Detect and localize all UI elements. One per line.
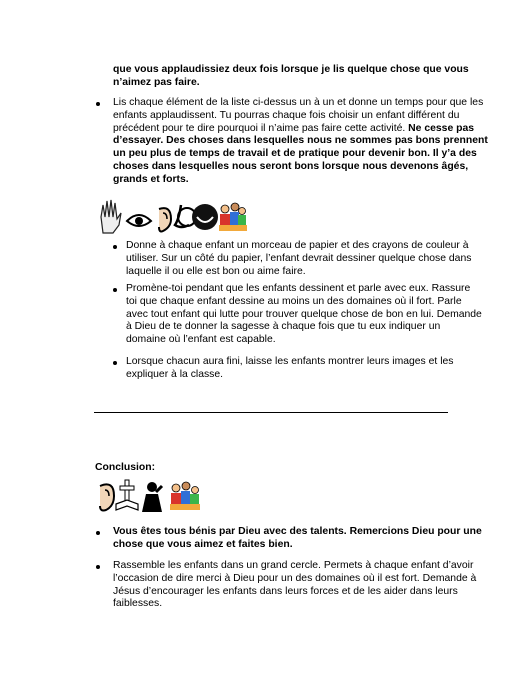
bullet — [96, 102, 100, 106]
conclusion-icons — [96, 478, 206, 514]
eye-icon — [127, 215, 151, 226]
instruction-text: Lis chaque élément de la liste ci-dessus un à un et donne un temps pour que les enfants applaudissent. Tu pourras chaque fois choisir un enfant différent du précédent pour te dire pourquoi il n’aime pas faire cette activité. — [113, 97, 484, 134]
senses-icon-row — [97, 197, 247, 235]
children-icon — [170, 482, 200, 510]
bullet — [113, 245, 117, 249]
bullet — [96, 531, 100, 535]
children-icon — [219, 203, 247, 231]
conclusion-heading: Conclusion: — [95, 462, 156, 473]
conclusion-icon-row — [96, 478, 206, 514]
bullet — [113, 361, 117, 365]
face-icon — [192, 204, 218, 230]
bullet — [113, 288, 117, 292]
instruction-bold-text: Ne cesse pas d’essayer. Des choses dans lesquelles nous ne sommes pas bons prennent un peu plus de temps de travail et de pratique pour devenir bon. Il y’a des choses dans lesquelles nous seront bons lorsque nous devenons âgés, grands et forts. — [113, 122, 488, 185]
ear-icon — [159, 208, 171, 231]
hand-icon — [101, 200, 121, 233]
conclusion-item: Rassemble les enfants dans un grand cercle. Permets à chaque enfant d’avoir l’occasion de dire merci à Dieu pour un des domaines où il est fort. Demande à Jésus d’encourager les enfants dans leurs forces et de les aider dans leurs faiblesses. — [113, 560, 477, 610]
intro-bold-text: que vous applaudissiez deux fois lorsque je lis quelque chose que vous n’aimez pas faire. — [113, 64, 469, 88]
instruction-paragraph — [113, 97, 489, 187]
bullet — [96, 565, 100, 569]
bible-cross-icon — [116, 480, 138, 510]
activity-item: Donne à chaque enfant un morceau de papier et des crayons de couleur à utiliser. Sur un côté du papier, l’enfant devrait dessiner quelque chose dans laquelle il ou elle est bon ou aime faire. — [126, 240, 472, 277]
ear-icon — [100, 484, 114, 510]
praying-person-icon — [142, 482, 162, 512]
activity-item: Promène-toi pendant que les enfants dessinent et parle avec eux. Rassure toi que chaque enfant dessine au moins un des domaines où il fort. Parle avec tout enfant qui lutte pour trouver quelque chose de bon en lui. Demande à Dieu de te donner la sagesse à chaque fois que tu eux indiquer un domaine où l’enfant est capable. — [126, 283, 482, 346]
conclusion-item: Vous êtes tous bénis par Dieu avec des talents. Remercions Dieu pour une chose que vous aimez et faites bien. — [113, 526, 482, 550]
section-divider — [94, 412, 448, 413]
senses-icons — [97, 197, 247, 235]
activity-item: Lorsque chacun aura fini, laisse les enfants montrer leurs images et les expliquer à la classe. — [126, 356, 454, 380]
